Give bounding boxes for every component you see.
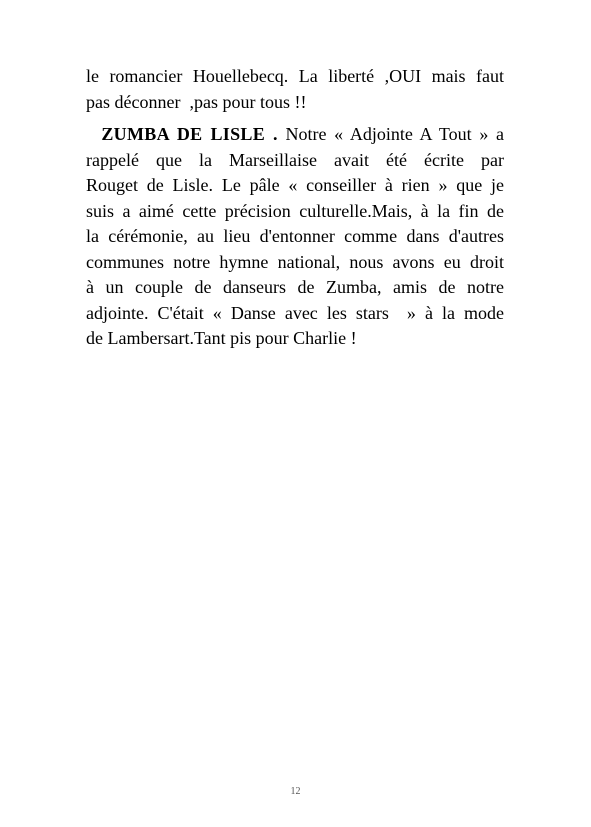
body-text: [86, 64, 504, 352]
text-line: de Lambersart.Tant pis pour Charlie !: [86, 328, 357, 348]
page-number: 12: [290, 786, 301, 797]
text-line: pas déconner ,pas pour tous !!: [86, 91, 307, 112]
section-heading: ZUMBA DE LISLE .: [101, 124, 278, 144]
text-fragment: Notre « Adjointe A Tout » a: [277, 124, 504, 144]
text-line: suis a aimé cette précision culturelle.Mais, à la fin de: [86, 200, 504, 221]
text-line: communes notre hymne national, nous avons eu droit: [86, 251, 504, 272]
paragraph-zumba: [86, 122, 504, 352]
text-line: à un couple de danseurs de Zumba, amis de notre: [86, 277, 504, 297]
text-line: [86, 122, 504, 148]
text-line: la cérémonie, au lieu d'entonner comme dans d'autres: [86, 226, 504, 246]
text-line: le romancier Houellebecq. La liberté ,OUI mais faut: [86, 66, 504, 86]
text-line: Rouget de Lisle. Le pâle « conseiller à rien » que je: [86, 175, 504, 195]
text-line: rappelé que la Marseillaise avait été écrite par: [86, 149, 504, 170]
paragraph-spacer: [86, 115, 504, 122]
text-line: adjointe. C'était « Danse avec les stars » à la mode: [86, 302, 504, 323]
paragraph-houellebecq: [86, 64, 504, 115]
